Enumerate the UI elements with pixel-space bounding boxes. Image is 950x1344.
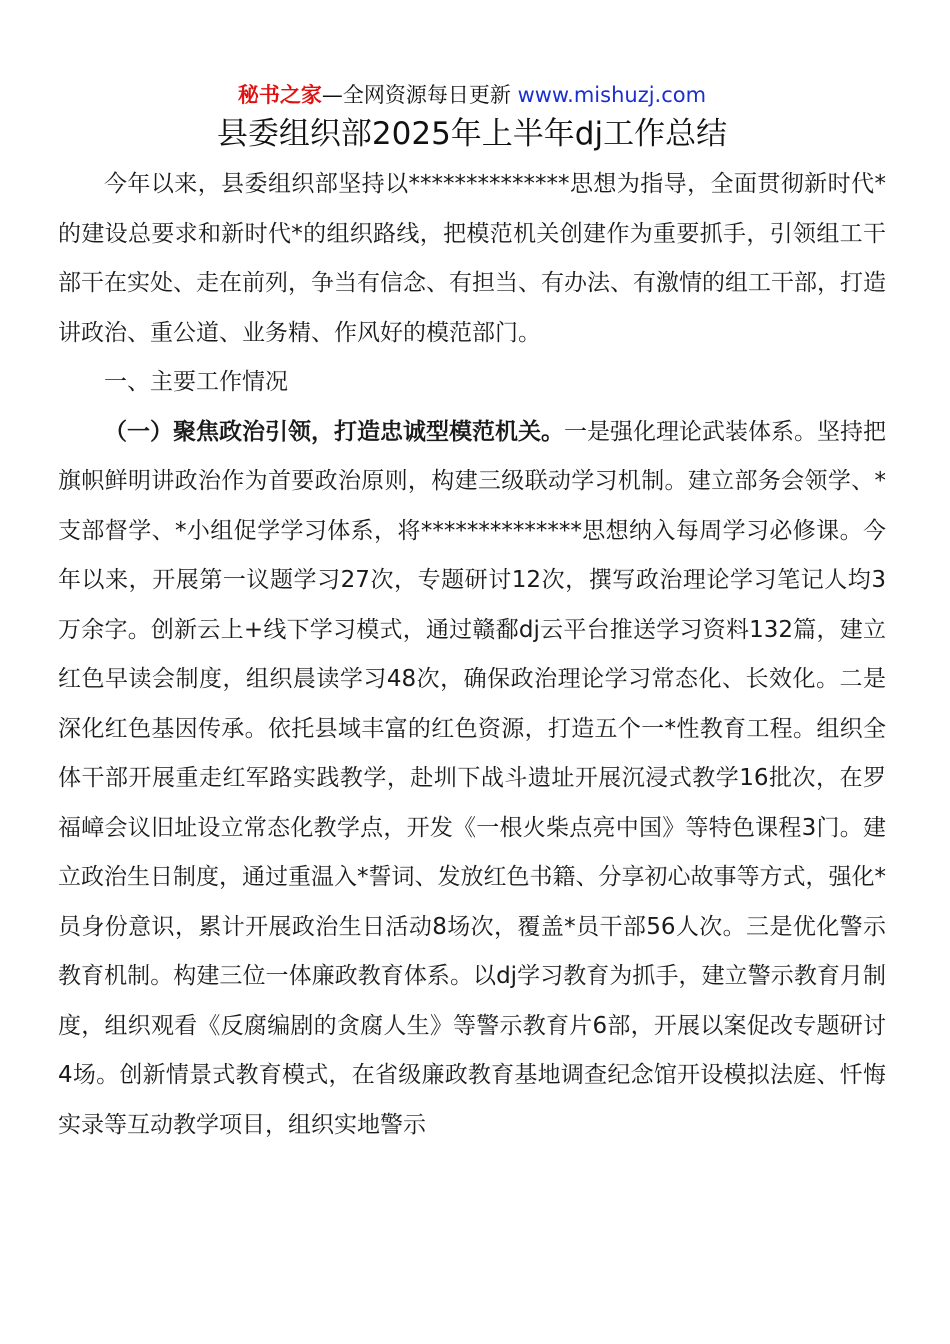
subsection-lead: （一）聚焦政治引领，打造忠诚型模范机关。	[104, 418, 564, 445]
site-url-link[interactable]: www.mishuzj.com	[517, 83, 707, 107]
site-tagline: —全网资源每日更新	[321, 83, 518, 107]
site-header	[58, 78, 886, 112]
section-heading: 一、主要工作情况	[104, 369, 288, 395]
subsection-paragraph	[58, 408, 886, 1151]
subsection-text: 一是强化理论武装体系。坚持把旗帜鲜明讲政治作为首要政治原则，构建三级联动学习机制。建立部务会领学、*支部督学、*小组促学学习体系，将**************思想纳入每周学习必修课。今年以来，开展第一议题学习27次，专题研讨12次，撰写政治理论学习笔记人均3万余字。创新云上+线下学习模式，通过赣鄱dj云平台推送学习资料132篇，建立红色早读会制度，组织晨读学习48次，确保政治理论学习常态化、长效化。二是深化红色基因传承。依托县域丰富的红色资源，打造五个一*性教育工程。组织全体干部开展重走红军路实践教学，赴圳下战斗遗址开展沉浸式教学16批次，在罗福嶂会议旧址设立常态化教学点，开发《一根火柴点亮中国》等特色课程3门。建立政治生日制度，通过重温入*誓词、发放红色书籍、分享初心故事等方式，强化*员身份意识，累计开展政治生日活动8场次，覆盖*员干部56人次。三是优化警示教育机制。构建三位一体廉政教育体系。以dj学习教育为抓手，建立警示教育月制度，组织观看《反腐编剧的贪腐人生》等警示教育片6部，开展以案促改专题研讨4场。创新情景式教育模式，在省级廉政教育基地调查纪念馆开设模拟法庭、忏悔实录等互动教学项目，组织实地警示	[58, 418, 886, 1138]
intro-paragraph: 今年以来，县委组织部坚持以**************思想为指导，全面贯彻新时代*的建设总要求和新时代*的组织路线，把模范机关创建作为重要抓手，引领组工干部干在实处、走在前列，争当有信念、有担当、有办法、有激情的组工干部，打造讲政治、重公道、业务精、作风好的模范部门。	[58, 171, 886, 346]
document-body	[58, 160, 886, 1150]
document-title: 县委组织部2025年上半年dj工作总结	[216, 116, 728, 152]
site-name: 秘书之家	[237, 83, 322, 107]
